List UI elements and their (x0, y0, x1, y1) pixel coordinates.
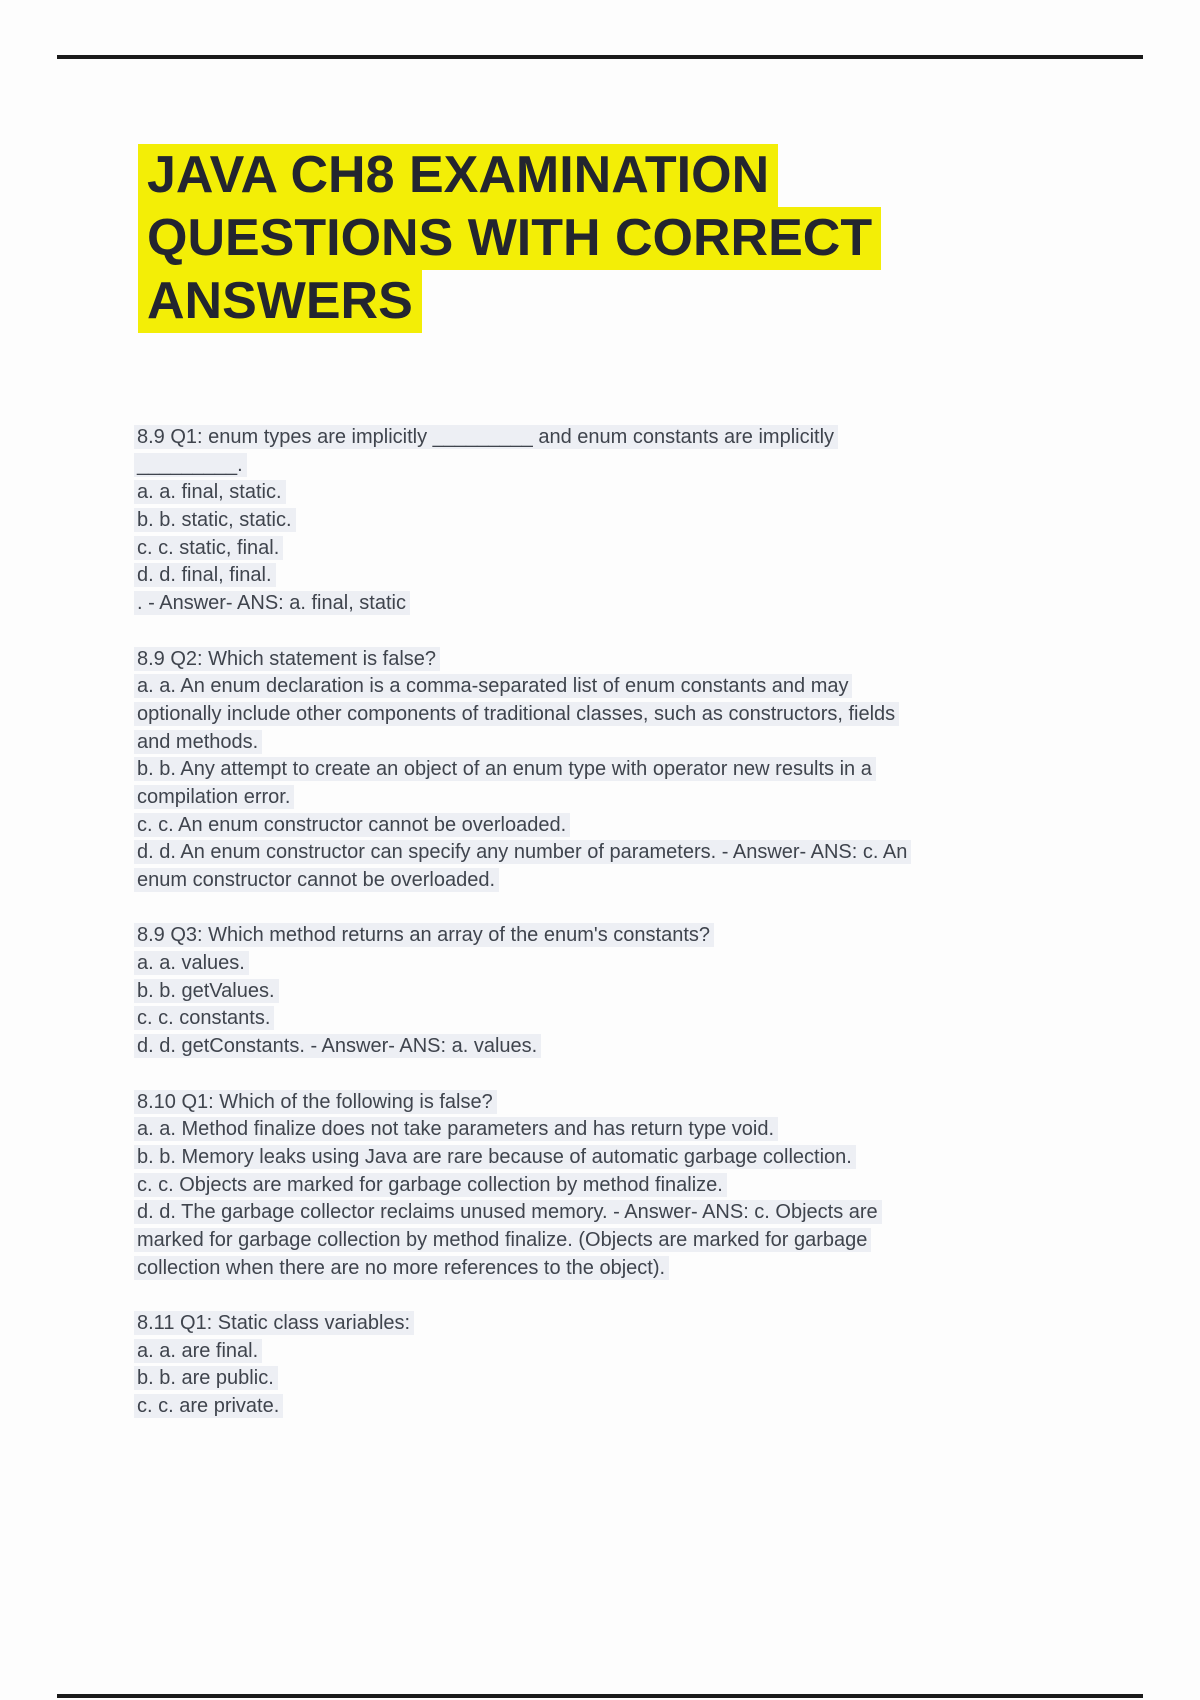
highlighted-text: b. b. getValues. (134, 979, 279, 1003)
text-line (134, 590, 1144, 618)
highlighted-text: a. a. final, static. (134, 480, 286, 504)
highlighted-text: compilation error. (134, 785, 294, 809)
text-line (134, 452, 1144, 480)
highlighted-text: collection when there are no more references to the object). (134, 1256, 669, 1280)
text-line (134, 784, 1144, 812)
highlighted-text: c. c. Objects are marked for garbage collection by method finalize. (134, 1173, 727, 1197)
highlighted-text: 8.11 Q1: Static class variables: (134, 1311, 414, 1335)
highlighted-text: c. c. static, final. (134, 536, 283, 560)
highlighted-text: d. d. The garbage collector reclaims unused memory. - Answer- ANS: c. Objects are (134, 1200, 882, 1224)
title-highlight: QUESTIONS WITH CORRECT (138, 207, 881, 270)
highlighted-text: b. b. Memory leaks using Java are rare because of automatic garbage collection. (134, 1145, 856, 1169)
text-line (134, 1255, 1144, 1283)
text-line (134, 978, 1144, 1006)
text-line (134, 950, 1144, 978)
text-line (134, 1227, 1144, 1255)
text-line (134, 867, 1144, 895)
question-block (134, 1089, 1144, 1421)
highlighted-text: c. c. constants. (134, 1006, 274, 1030)
highlighted-text: d. d. final, final. (134, 563, 276, 587)
top-rule (57, 55, 1143, 59)
text-line (134, 535, 1144, 563)
highlighted-text: and methods. (134, 730, 262, 754)
highlighted-text: d. d. getConstants. - Answer- ANS: a. values. (134, 1034, 541, 1058)
highlighted-text: a. a. values. (134, 951, 249, 975)
highlighted-text: 8.9 Q1: enum types are implicitly _________ and enum constants are implicitly (134, 425, 838, 449)
text-line (134, 701, 1144, 729)
highlighted-text: c. c. An enum constructor cannot be overloaded. (134, 813, 570, 837)
text-line (134, 1116, 1144, 1144)
text-line (134, 1365, 1144, 1393)
highlighted-text: a. a. Method finalize does not take parameters and has return type void. (134, 1117, 778, 1141)
highlighted-text: 8.9 Q3: Which method returns an array of the enum's constants? (134, 923, 714, 947)
bottom-rule (57, 1694, 1143, 1698)
highlighted-text: d. d. An enum constructor can specify any number of parameters. - Answer- ANS: c. An (134, 840, 911, 864)
text-line (134, 1005, 1144, 1033)
text-line (134, 1393, 1144, 1421)
text-line (134, 646, 1144, 674)
text-line (134, 922, 1144, 950)
text-line (134, 1199, 1144, 1227)
question-block (134, 646, 1144, 895)
highlighted-text: marked for garbage collection by method finalize. (Objects are marked for garbage (134, 1228, 871, 1252)
question-block (134, 922, 1144, 1060)
text-line (134, 1282, 1144, 1310)
highlighted-text: a. a. are final. (134, 1339, 262, 1363)
text-line (134, 729, 1144, 757)
document-title (138, 144, 881, 333)
text-line (134, 507, 1144, 535)
text-line (134, 1172, 1144, 1200)
text-line (134, 1089, 1144, 1117)
highlighted-text: 8.10 Q1: Which of the following is false? (134, 1090, 497, 1114)
highlighted-text: b. b. Any attempt to create an object of an enum type with operator new results in a (134, 757, 876, 781)
highlighted-text: b. b. are public. (134, 1366, 278, 1390)
title-line (138, 207, 881, 270)
title-line (138, 270, 881, 333)
text-line (134, 812, 1144, 840)
highlighted-text: 8.9 Q2: Which statement is false? (134, 647, 440, 671)
text-line (134, 1033, 1144, 1061)
highlighted-text: _________. (134, 453, 247, 477)
document-body (134, 424, 1144, 1448)
text-line (134, 839, 1144, 867)
highlighted-text: c. c. are private. (134, 1394, 283, 1418)
text-line (134, 479, 1144, 507)
text-line (134, 424, 1144, 452)
text-line (134, 1144, 1144, 1172)
text-line (134, 1310, 1144, 1338)
title-highlight: ANSWERS (138, 270, 422, 333)
highlighted-text: optionally include other components of traditional classes, such as constructors, fields (134, 702, 899, 726)
title-highlight: JAVA CH8 EXAMINATION (138, 144, 778, 207)
text-line (134, 673, 1144, 701)
highlighted-text: b. b. static, static. (134, 508, 296, 532)
highlighted-text: enum constructor cannot be overloaded. (134, 868, 499, 892)
text-line (134, 1338, 1144, 1366)
text-line (134, 562, 1144, 590)
text-line (134, 756, 1144, 784)
highlighted-text: . - Answer- ANS: a. final, static (134, 591, 410, 615)
highlighted-text: a. a. An enum declaration is a comma-separated list of enum constants and may (134, 674, 852, 698)
title-line (138, 144, 881, 207)
question-block (134, 424, 1144, 618)
